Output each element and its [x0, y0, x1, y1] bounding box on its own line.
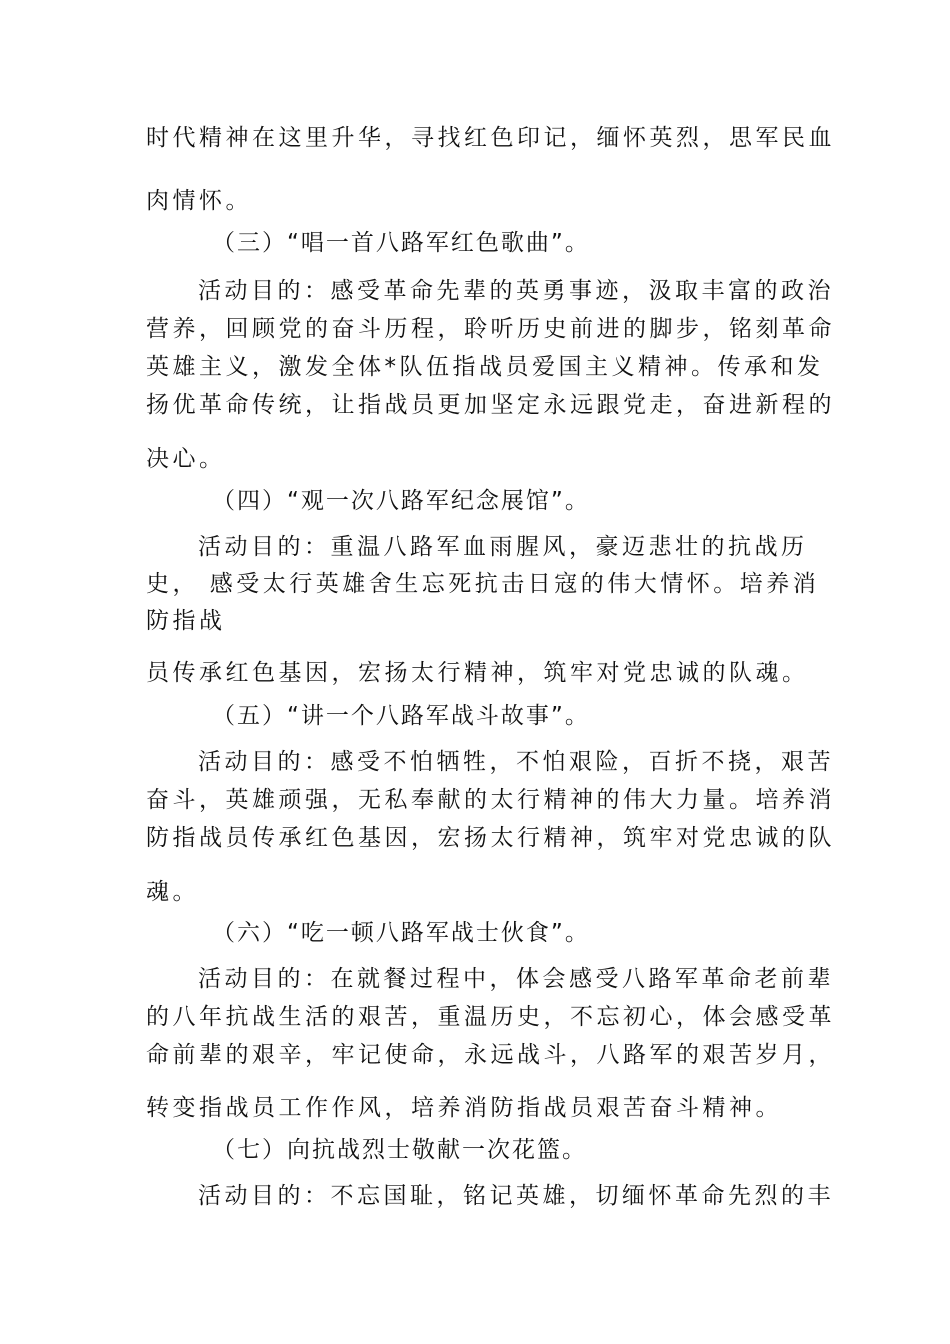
text-line: 防指战 [146, 608, 226, 634]
text-line: 史， 感受太行英雄舍生忘死抗击日寇的伟大情怀。培养消 [146, 571, 820, 597]
text-line: 肉情怀。 [146, 188, 252, 214]
text-line: 转变指战员工作作风，培养消防指战员艰苦奋斗精神。 [146, 1095, 782, 1121]
text-line: 活动目的：感受革命先辈的英勇事迹，汲取丰富的政治 [198, 278, 834, 304]
section-heading-4: （四）“观一次八路军纪念展馆”。 [212, 488, 590, 514]
text-line: 魂。 [146, 879, 199, 905]
text-line: 活动目的：重温八路军血雨腥风，豪迈悲壮的抗战历 [198, 534, 808, 560]
section-heading-7: （七）向抗战烈士敬献一次花篮。 [212, 1137, 587, 1163]
text-line: 命前辈的艰辛，牢记使命，永远战斗，八路军的艰苦岁月， [146, 1042, 835, 1068]
text-line: 防指战员传承红色基因，宏扬太行精神，筑牢对党忠诚的队 [146, 825, 835, 851]
section-heading-6: （六）“吃一顿八路军战士伙食”。 [212, 920, 590, 946]
text-line: 决心。 [146, 446, 226, 472]
section-heading-3: （三）“唱一首八路军红色歌曲”。 [212, 230, 590, 256]
text-line: 员传承红色基因，宏扬太行精神，筑牢对党忠诚的队魂。 [146, 660, 809, 686]
text-line: 活动目的：感受不怕牺牲，不怕艰险，百折不挠，艰苦 [198, 749, 834, 775]
text-line: 营养，回顾党的奋斗历程，聆听历史前进的脚步，铭刻革命 [146, 316, 835, 342]
text-line: 扬优革命传统，让指战员更加坚定永远跟党走，奋进新程的 [146, 392, 835, 418]
text-line: 活动目的：不忘国耻，铭记英雄，切缅怀革命先烈的丰 [198, 1183, 834, 1209]
text-line: 英雄主义，激发全体*队伍指战员爱国主义精神。传承和发 [146, 354, 824, 380]
text-line: 的八年抗战生活的艰苦，重温历史，不忘初心，体会感受革 [146, 1004, 835, 1030]
text-line: 活动目的：在就餐过程中，体会感受八路军革命老前辈 [198, 966, 834, 992]
text-line: 奋斗，英雄顽强，无私奉献的太行精神的伟大力量。培养消 [146, 787, 835, 813]
section-heading-5: （五）“讲一个八路军战斗故事”。 [212, 703, 590, 729]
text-line: 时代精神在这里升华，寻找红色印记，缅怀英烈，思军民血 [146, 125, 835, 151]
